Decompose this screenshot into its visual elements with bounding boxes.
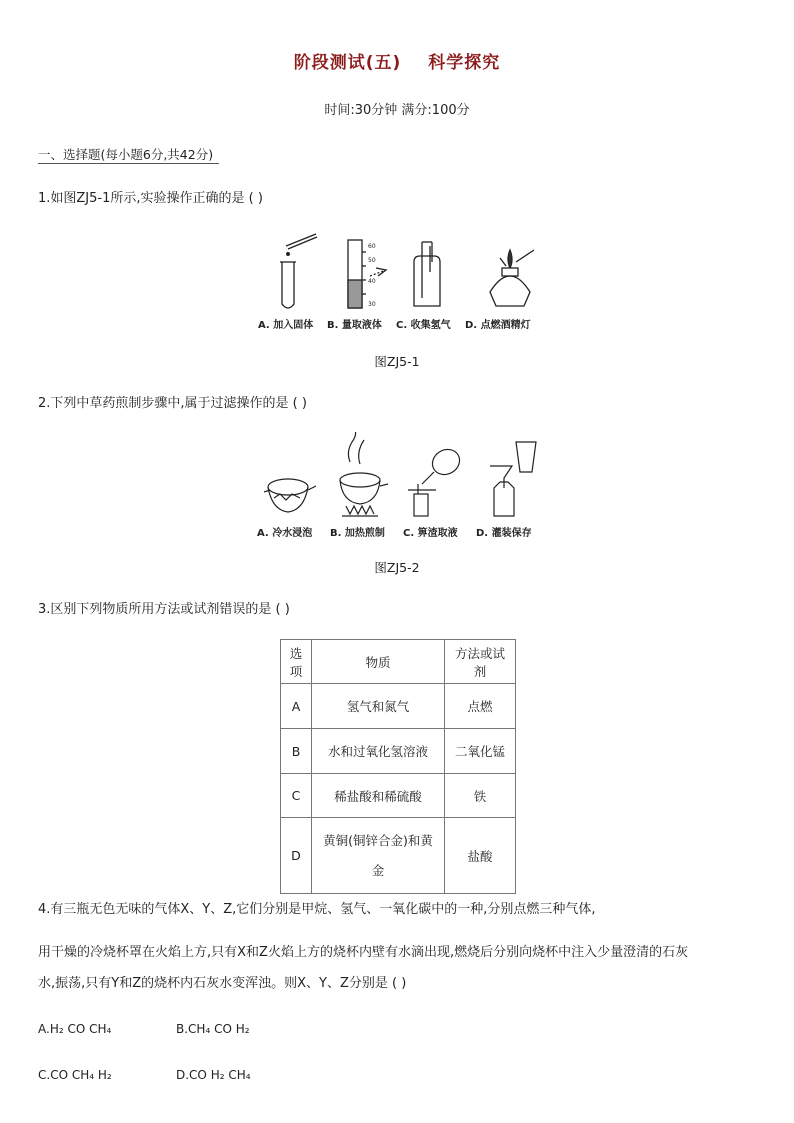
row-d-option: D	[281, 818, 312, 894]
fig1-label-b: B. 量取液体	[327, 320, 382, 331]
table-row	[281, 774, 516, 818]
row-c-option: C	[281, 774, 312, 818]
row-b-substance: 水和过氧化氢溶液	[312, 729, 445, 774]
figure-1-labels	[258, 316, 531, 331]
row-c-substance: 稀盐酸和稀硫酸	[312, 774, 445, 818]
fig2-label-a: A. 冷水浸泡	[257, 528, 313, 539]
row-d-substance-line1: 黄铜(铜锌合金)和黄	[323, 832, 433, 848]
figure-zj5-2	[258, 432, 548, 522]
fig1-label-c: C. 收集氢气	[396, 320, 451, 331]
table-row	[281, 818, 516, 894]
option-b: B.CH₄ CO H₂	[176, 1022, 250, 1036]
table-header-row	[281, 640, 516, 684]
fig1-label-d: D. 点燃酒精灯	[465, 320, 531, 331]
row-d-method: 盐酸	[445, 818, 516, 894]
figure-zj5-1	[262, 232, 562, 312]
question-4-line2: 用干燥的冷烧杯罩在火焰上方,只有X和Z火焰上方的烧杯内壁有水滴出现,燃烧后分别向烧杯中注入少量澄清的石灰	[38, 945, 689, 960]
row-d-substance-line2: 金	[371, 862, 385, 878]
header-substance: 物质	[312, 640, 445, 684]
header-method: 方法或试剂	[445, 640, 516, 684]
fig1-label-a: A. 加入固体	[258, 320, 314, 331]
row-a-method: 点燃	[445, 684, 516, 729]
row-a-substance: 氢气和氮气	[312, 684, 445, 729]
tick-60: 60	[368, 243, 376, 250]
tick-30: 30	[368, 301, 376, 308]
option-c: C.CO CH₄ H₂	[38, 1068, 112, 1082]
question-4-line3: 水,振荡,只有Y和Z的烧杯内石灰水变浑浊。则X、Y、Z分别是 ( )	[38, 976, 407, 991]
figure-2-caption: 图ZJ5-2	[374, 560, 420, 575]
figure-1-caption: 图ZJ5-1	[374, 354, 420, 369]
exam-info: 时间:30分钟 满分:100分	[324, 103, 470, 118]
option-a: A.H₂ CO CH₄	[38, 1022, 112, 1036]
question-3-text: 3.区别下列物质所用方法或试剂错误的是 ( )	[38, 602, 290, 617]
row-b-option: B	[281, 729, 312, 774]
fig2-label-b: B. 加热煎制	[330, 528, 385, 539]
fig2-label-c: C. 箅渣取液	[403, 528, 458, 539]
row-b-method: 二氧化锰	[445, 729, 516, 774]
header-option: 选项	[281, 640, 312, 684]
table-row	[281, 729, 516, 774]
row-c-method: 铁	[445, 774, 516, 818]
page-title	[0, 48, 794, 73]
section-heading: 一、选择题(每小题6分,共42分)	[38, 145, 219, 164]
comparison-table	[280, 639, 516, 894]
row-a-option: A	[281, 684, 312, 729]
row-d-substance	[312, 818, 445, 894]
title-part2: 科学探究	[428, 53, 501, 73]
question-1-text: 1.如图ZJ5-1所示,实验操作正确的是 ( )	[38, 191, 263, 206]
fig2-label-d: D. 灌装保存	[476, 528, 532, 539]
question-2-text: 2.下列中草药煎制步骤中,属于过滤操作的是 ( )	[38, 396, 307, 411]
figure-2-labels	[257, 524, 532, 539]
tick-50: 50	[368, 257, 376, 264]
tick-40: 40	[368, 278, 376, 285]
table-row	[281, 684, 516, 729]
title-part1: 阶段测试(五)	[293, 53, 402, 73]
question-4-line1: 4.有三瓶无色无味的气体X、Y、Z,它们分别是甲烷、氢气、一氧化碳中的一种,分别点燃三种气体,	[38, 902, 596, 917]
option-d: D.CO H₂ CH₄	[176, 1068, 251, 1082]
